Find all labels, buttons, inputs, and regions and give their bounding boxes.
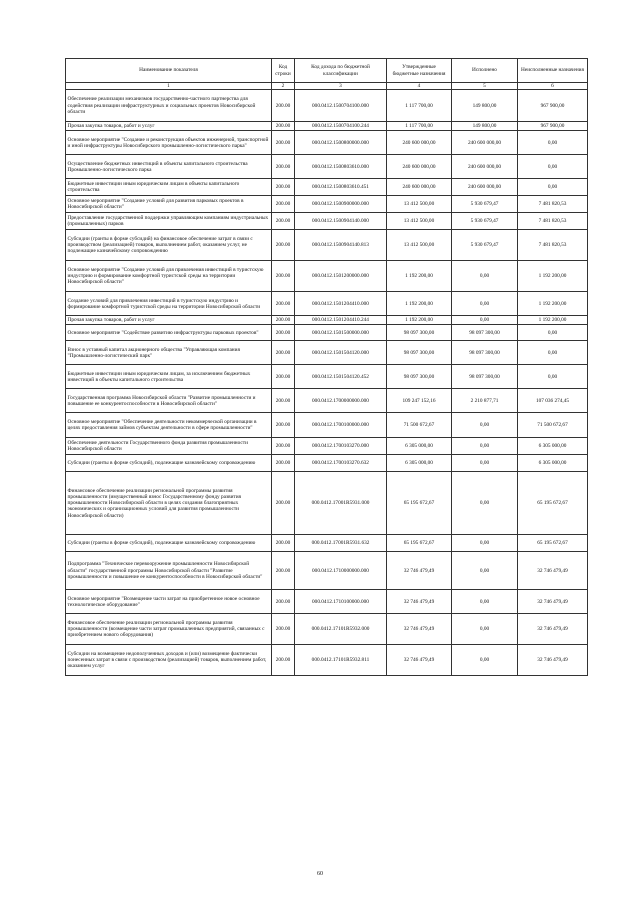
row-executed: 0,00 bbox=[452, 590, 518, 614]
row-executed: 0,00 bbox=[452, 552, 518, 590]
row-name: Предоставление государственной поддержки управляющим компаниям индустриальных (промышленных) парков bbox=[66, 213, 272, 230]
header-unexecuted: Неисполненные назначения bbox=[518, 59, 588, 83]
row-line-code: 200.00 bbox=[272, 552, 295, 590]
row-line-code: 200.00 bbox=[272, 341, 295, 365]
row-name: Создание условий для привлечения инвестиций в туристскую индустрию и формирование комфортной туристской среды на территории Новосибирской области bbox=[66, 292, 272, 316]
row-unexecuted: 32 746 479,49 bbox=[518, 614, 588, 645]
column-number: 1 bbox=[66, 83, 272, 90]
row-approved: 98 097 300,00 bbox=[387, 325, 452, 341]
page-number: 60 bbox=[317, 871, 323, 877]
row-line-code: 200.00 bbox=[272, 614, 295, 645]
row-income-code: 000.0412.1501204410.244 bbox=[295, 316, 387, 325]
row-income-code: 000.0412.17001R5931.632 bbox=[295, 535, 387, 552]
row-unexecuted: 7 481 820,53 bbox=[518, 196, 588, 213]
row-name: Основное мероприятие "Содействие развитию инфраструктуры парковых проектов" bbox=[66, 325, 272, 341]
row-executed: 0,00 bbox=[452, 645, 518, 676]
column-number: 4 bbox=[387, 83, 452, 90]
row-approved: 13 412 500,00 bbox=[387, 213, 452, 230]
table-body bbox=[66, 90, 588, 676]
row-approved: 65 195 672,67 bbox=[387, 535, 452, 552]
row-income-code: 000.0412.1500904140.000 bbox=[295, 213, 387, 230]
row-executed: 0,00 bbox=[452, 292, 518, 316]
table-row bbox=[66, 316, 588, 325]
row-income-code: 000.0412.1500900000.000 bbox=[295, 196, 387, 213]
row-executed: 240 600 000,00 bbox=[452, 179, 518, 196]
row-executed: 0,00 bbox=[452, 455, 518, 472]
header-income-code: Код дохода по бюджетной классификации bbox=[295, 59, 387, 83]
row-approved: 32 746 479,49 bbox=[387, 590, 452, 614]
row-unexecuted: 967 900,00 bbox=[518, 122, 588, 131]
row-approved: 6 305 000,00 bbox=[387, 438, 452, 455]
table-row bbox=[66, 645, 588, 676]
row-name: Бюджетные инвестиции иным юридическим лицам в объекты капитального строительства bbox=[66, 179, 272, 196]
row-line-code: 200.00 bbox=[272, 292, 295, 316]
row-unexecuted: 107 036 274,45 bbox=[518, 389, 588, 413]
row-executed: 0,00 bbox=[452, 316, 518, 325]
table-row bbox=[66, 325, 588, 341]
row-income-code: 000.0412.1501504120.452 bbox=[295, 365, 387, 389]
row-income-code: 000.0412.1500803610.451 bbox=[295, 179, 387, 196]
table-row bbox=[66, 179, 588, 196]
column-number: 5 bbox=[452, 83, 518, 90]
row-line-code: 200.00 bbox=[272, 90, 295, 122]
row-line-code: 200.00 bbox=[272, 535, 295, 552]
row-income-code: 000.0412.1500904140.813 bbox=[295, 230, 387, 261]
row-name: Обеспечение деятельности Государственного фонда развития промышленности Новосибирской области bbox=[66, 438, 272, 455]
row-income-code: 000.0412.17001R5931.000 bbox=[295, 472, 387, 535]
row-income-code: 000.0412.1700103270.632 bbox=[295, 455, 387, 472]
row-name: Бюджетные инвестиции иным юридическим лицам, за исключением бюджетных инвестиций в объекты капитального строительства bbox=[66, 365, 272, 389]
row-executed: 5 930 679,47 bbox=[452, 230, 518, 261]
table-row bbox=[66, 155, 588, 179]
column-number: 3 bbox=[295, 83, 387, 90]
row-line-code: 200.00 bbox=[272, 325, 295, 341]
row-approved: 6 305 000,00 bbox=[387, 455, 452, 472]
row-name: Субсидии на возмещение недополученных доходов и (или) возмещение фактически понесенных затрат в связи с производством (реализацией) товаров, выполнением работ, оказанием услуг bbox=[66, 645, 272, 676]
row-unexecuted: 7 481 820,53 bbox=[518, 230, 588, 261]
row-executed: 2 210 877,71 bbox=[452, 389, 518, 413]
row-line-code: 200.00 bbox=[272, 261, 295, 292]
row-income-code: 000.0412.1501500000.000 bbox=[295, 325, 387, 341]
row-unexecuted: 65 195 672,67 bbox=[518, 535, 588, 552]
row-executed: 5 930 679,47 bbox=[452, 213, 518, 230]
row-unexecuted: 32 746 479,49 bbox=[518, 645, 588, 676]
row-unexecuted: 1 192 200,00 bbox=[518, 316, 588, 325]
row-name: Субсидии (гранты в форме субсидий), подлежащие казначейскому сопровождению bbox=[66, 535, 272, 552]
row-executed: 240 600 000,00 bbox=[452, 131, 518, 155]
row-approved: 1 117 700,00 bbox=[387, 122, 452, 131]
row-unexecuted: 0,00 bbox=[518, 365, 588, 389]
row-line-code: 200.00 bbox=[272, 122, 295, 131]
row-line-code: 200.00 bbox=[272, 472, 295, 535]
row-line-code: 200.00 bbox=[272, 213, 295, 230]
row-executed: 149 800,00 bbox=[452, 122, 518, 131]
row-income-code: 000.0412.1500803610.000 bbox=[295, 155, 387, 179]
row-unexecuted: 0,00 bbox=[518, 341, 588, 365]
table-row bbox=[66, 196, 588, 213]
row-name: Основное мероприятие "Создание и реконструкция объектов инженерной, транспортной и иной инфраструктуры Новосибирского промышленно-логистического парка" bbox=[66, 131, 272, 155]
header-line-code: Код строки bbox=[272, 59, 295, 83]
table-row bbox=[66, 213, 588, 230]
row-unexecuted: 0,00 bbox=[518, 155, 588, 179]
row-income-code: 000.0412.1501200000.000 bbox=[295, 261, 387, 292]
row-unexecuted: 0,00 bbox=[518, 179, 588, 196]
row-line-code: 200.00 bbox=[272, 455, 295, 472]
table-row bbox=[66, 552, 588, 590]
row-approved: 109 247 152,16 bbox=[387, 389, 452, 413]
row-line-code: 200.00 bbox=[272, 196, 295, 213]
row-approved: 13 412 500,00 bbox=[387, 230, 452, 261]
row-executed: 0,00 bbox=[452, 438, 518, 455]
row-line-code: 200.00 bbox=[272, 645, 295, 676]
table-row bbox=[66, 90, 588, 122]
row-name: Взнос в уставный капитал акционерного общества "Управляющая компания "Промышленно-логистический парк" bbox=[66, 341, 272, 365]
row-unexecuted: 967 900,00 bbox=[518, 90, 588, 122]
row-name: Обеспечение реализации механизмов государственно-частного партнерства для содействия реализации инфраструктурных и социальных проектов Новосибирской области bbox=[66, 90, 272, 122]
row-line-code: 200.00 bbox=[272, 413, 295, 438]
table-row bbox=[66, 292, 588, 316]
row-approved: 13 412 500,00 bbox=[387, 196, 452, 213]
row-income-code: 000.0412.1501204410.000 bbox=[295, 292, 387, 316]
table-header-row bbox=[66, 59, 588, 83]
row-line-code: 200.00 bbox=[272, 438, 295, 455]
table-row bbox=[66, 590, 588, 614]
table-row bbox=[66, 261, 588, 292]
column-number-row bbox=[66, 83, 588, 90]
row-unexecuted: 0,00 bbox=[518, 131, 588, 155]
row-line-code: 200.00 bbox=[272, 316, 295, 325]
row-name: Основное мероприятие "Создание условий для привлечения инвестиций в туристскую индустрию и формирование комфортной туристской среды на территории Новосибирской области" bbox=[66, 261, 272, 292]
row-income-code: 000.0412.1700103270.000 bbox=[295, 438, 387, 455]
row-unexecuted: 32 746 479,49 bbox=[518, 590, 588, 614]
row-line-code: 200.00 bbox=[272, 365, 295, 389]
budget-execution-table bbox=[65, 58, 588, 676]
row-executed: 0,00 bbox=[452, 261, 518, 292]
row-income-code: 000.0412.1500704100.000 bbox=[295, 90, 387, 122]
row-income-code: 000.0412.17101R5932.000 bbox=[295, 614, 387, 645]
row-executed: 149 800,00 bbox=[452, 90, 518, 122]
table-row bbox=[66, 389, 588, 413]
row-unexecuted: 65 195 672,67 bbox=[518, 472, 588, 535]
row-name: Субсидии (гранты в форме субсидий) на финансовое обеспечение затрат в связи с производством (реализацией) товаров, выполнением работ, оказанием услуг, не подлежащие казначейскому сопровождению bbox=[66, 230, 272, 261]
row-executed: 0,00 bbox=[452, 413, 518, 438]
header-approved: Утвержденные бюджетные назначения bbox=[387, 59, 452, 83]
row-executed: 5 930 679,47 bbox=[452, 196, 518, 213]
row-approved: 1 192 200,00 bbox=[387, 261, 452, 292]
row-approved: 71 500 672,67 bbox=[387, 413, 452, 438]
row-line-code: 200.00 bbox=[272, 155, 295, 179]
row-approved: 240 600 000,00 bbox=[387, 131, 452, 155]
table-row bbox=[66, 455, 588, 472]
table-row bbox=[66, 413, 588, 438]
row-income-code: 000.0412.1700100000.000 bbox=[295, 413, 387, 438]
row-unexecuted: 0,00 bbox=[518, 325, 588, 341]
row-approved: 32 746 479,49 bbox=[387, 614, 452, 645]
row-approved: 240 600 000,00 bbox=[387, 155, 452, 179]
row-name: Осуществление бюджетных инвестиций в объекты капитального строительства Промышленно-логистического парка bbox=[66, 155, 272, 179]
row-name: Основное мероприятие "Обеспечение деятельности некоммерческой организации в целях предоставления займов субъектам деятельности в сфере промышленности" bbox=[66, 413, 272, 438]
row-name: Подпрограмма "Техническое перевооружение промышленности Новосибирской области" государственной программы Новосибирской области "Развитие промышленности и повышение ее конкурентоспособности в Новосибирской области" bbox=[66, 552, 272, 590]
row-income-code: 000.0412.1500800000.000 bbox=[295, 131, 387, 155]
row-approved: 32 746 479,49 bbox=[387, 552, 452, 590]
row-approved: 65 195 672,67 bbox=[387, 472, 452, 535]
row-executed: 98 097 300,00 bbox=[452, 365, 518, 389]
row-line-code: 200.00 bbox=[272, 131, 295, 155]
row-name: Финансовое обеспечение реализации региональной программы развития промышленности (возмещение части затрат промышленных предприятий, связанных с приобретением нового оборудования) bbox=[66, 614, 272, 645]
table-row bbox=[66, 341, 588, 365]
table-row bbox=[66, 230, 588, 261]
row-approved: 1 192 200,00 bbox=[387, 292, 452, 316]
row-name: Субсидии (гранты в форме субсидий), подлежащие казначейскому сопровождению bbox=[66, 455, 272, 472]
row-unexecuted: 71 500 672,67 bbox=[518, 413, 588, 438]
row-executed: 0,00 bbox=[452, 535, 518, 552]
row-unexecuted: 6 305 000,00 bbox=[518, 438, 588, 455]
row-line-code: 200.00 bbox=[272, 389, 295, 413]
row-line-code: 200.00 bbox=[272, 179, 295, 196]
table-row bbox=[66, 472, 588, 535]
table-row bbox=[66, 614, 588, 645]
row-executed: 98 097 300,00 bbox=[452, 325, 518, 341]
column-number: 2 bbox=[272, 83, 295, 90]
row-unexecuted: 32 746 479,49 bbox=[518, 552, 588, 590]
row-unexecuted: 7 481 820,53 bbox=[518, 213, 588, 230]
row-line-code: 200.00 bbox=[272, 230, 295, 261]
table-row bbox=[66, 438, 588, 455]
table-row bbox=[66, 122, 588, 131]
table-row bbox=[66, 365, 588, 389]
row-approved: 1 192 200,00 bbox=[387, 316, 452, 325]
row-line-code: 200.00 bbox=[272, 590, 295, 614]
row-income-code: 000.0412.1700000000.000 bbox=[295, 389, 387, 413]
table-row bbox=[66, 535, 588, 552]
row-approved: 98 097 300,00 bbox=[387, 341, 452, 365]
row-approved: 98 097 300,00 bbox=[387, 365, 452, 389]
row-income-code: 000.0412.17101R5932.811 bbox=[295, 645, 387, 676]
row-unexecuted: 6 305 000,00 bbox=[518, 455, 588, 472]
row-name: Основное мероприятие "Возмещение части затрат на приобретенное новое основное технологическое оборудование" bbox=[66, 590, 272, 614]
row-name: Государственная программа Новосибирской области "Развитие промышленности и повышение ее конкурентоспособности в Новосибирской области" bbox=[66, 389, 272, 413]
row-income-code: 000.0412.1710000000.000 bbox=[295, 552, 387, 590]
row-approved: 32 746 479,49 bbox=[387, 645, 452, 676]
row-name: Прочая закупка товаров, работ и услуг bbox=[66, 122, 272, 131]
row-income-code: 000.0412.1500704100.244 bbox=[295, 122, 387, 131]
column-number: 6 bbox=[518, 83, 588, 90]
row-name: Финансовое обеспечение реализации региональной программы развития промышленности (имущественный взнос Государственному фонду развития промышленности Новосибирской области в целях создания благоприятных экономических и организационных условий для развития промышленности Новосибирской области) bbox=[66, 472, 272, 535]
row-approved: 240 600 000,00 bbox=[387, 179, 452, 196]
row-unexecuted: 1 192 200,00 bbox=[518, 261, 588, 292]
row-executed: 0,00 bbox=[452, 472, 518, 535]
row-executed: 240 600 000,00 bbox=[452, 155, 518, 179]
row-approved: 1 117 700,00 bbox=[387, 90, 452, 122]
header-indicator-name: Наименование показателя bbox=[66, 59, 272, 83]
row-income-code: 000.0412.1710100000.000 bbox=[295, 590, 387, 614]
row-executed: 0,00 bbox=[452, 614, 518, 645]
header-executed: Исполнено bbox=[452, 59, 518, 83]
row-name: Основное мероприятие "Создание условий для развития парковых проектов в Новосибирской области" bbox=[66, 196, 272, 213]
row-income-code: 000.0412.1501504120.000 bbox=[295, 341, 387, 365]
row-executed: 98 097 300,00 bbox=[452, 341, 518, 365]
row-unexecuted: 1 192 200,00 bbox=[518, 292, 588, 316]
table-row bbox=[66, 131, 588, 155]
row-name: Прочая закупка товаров, работ и услуг bbox=[66, 316, 272, 325]
